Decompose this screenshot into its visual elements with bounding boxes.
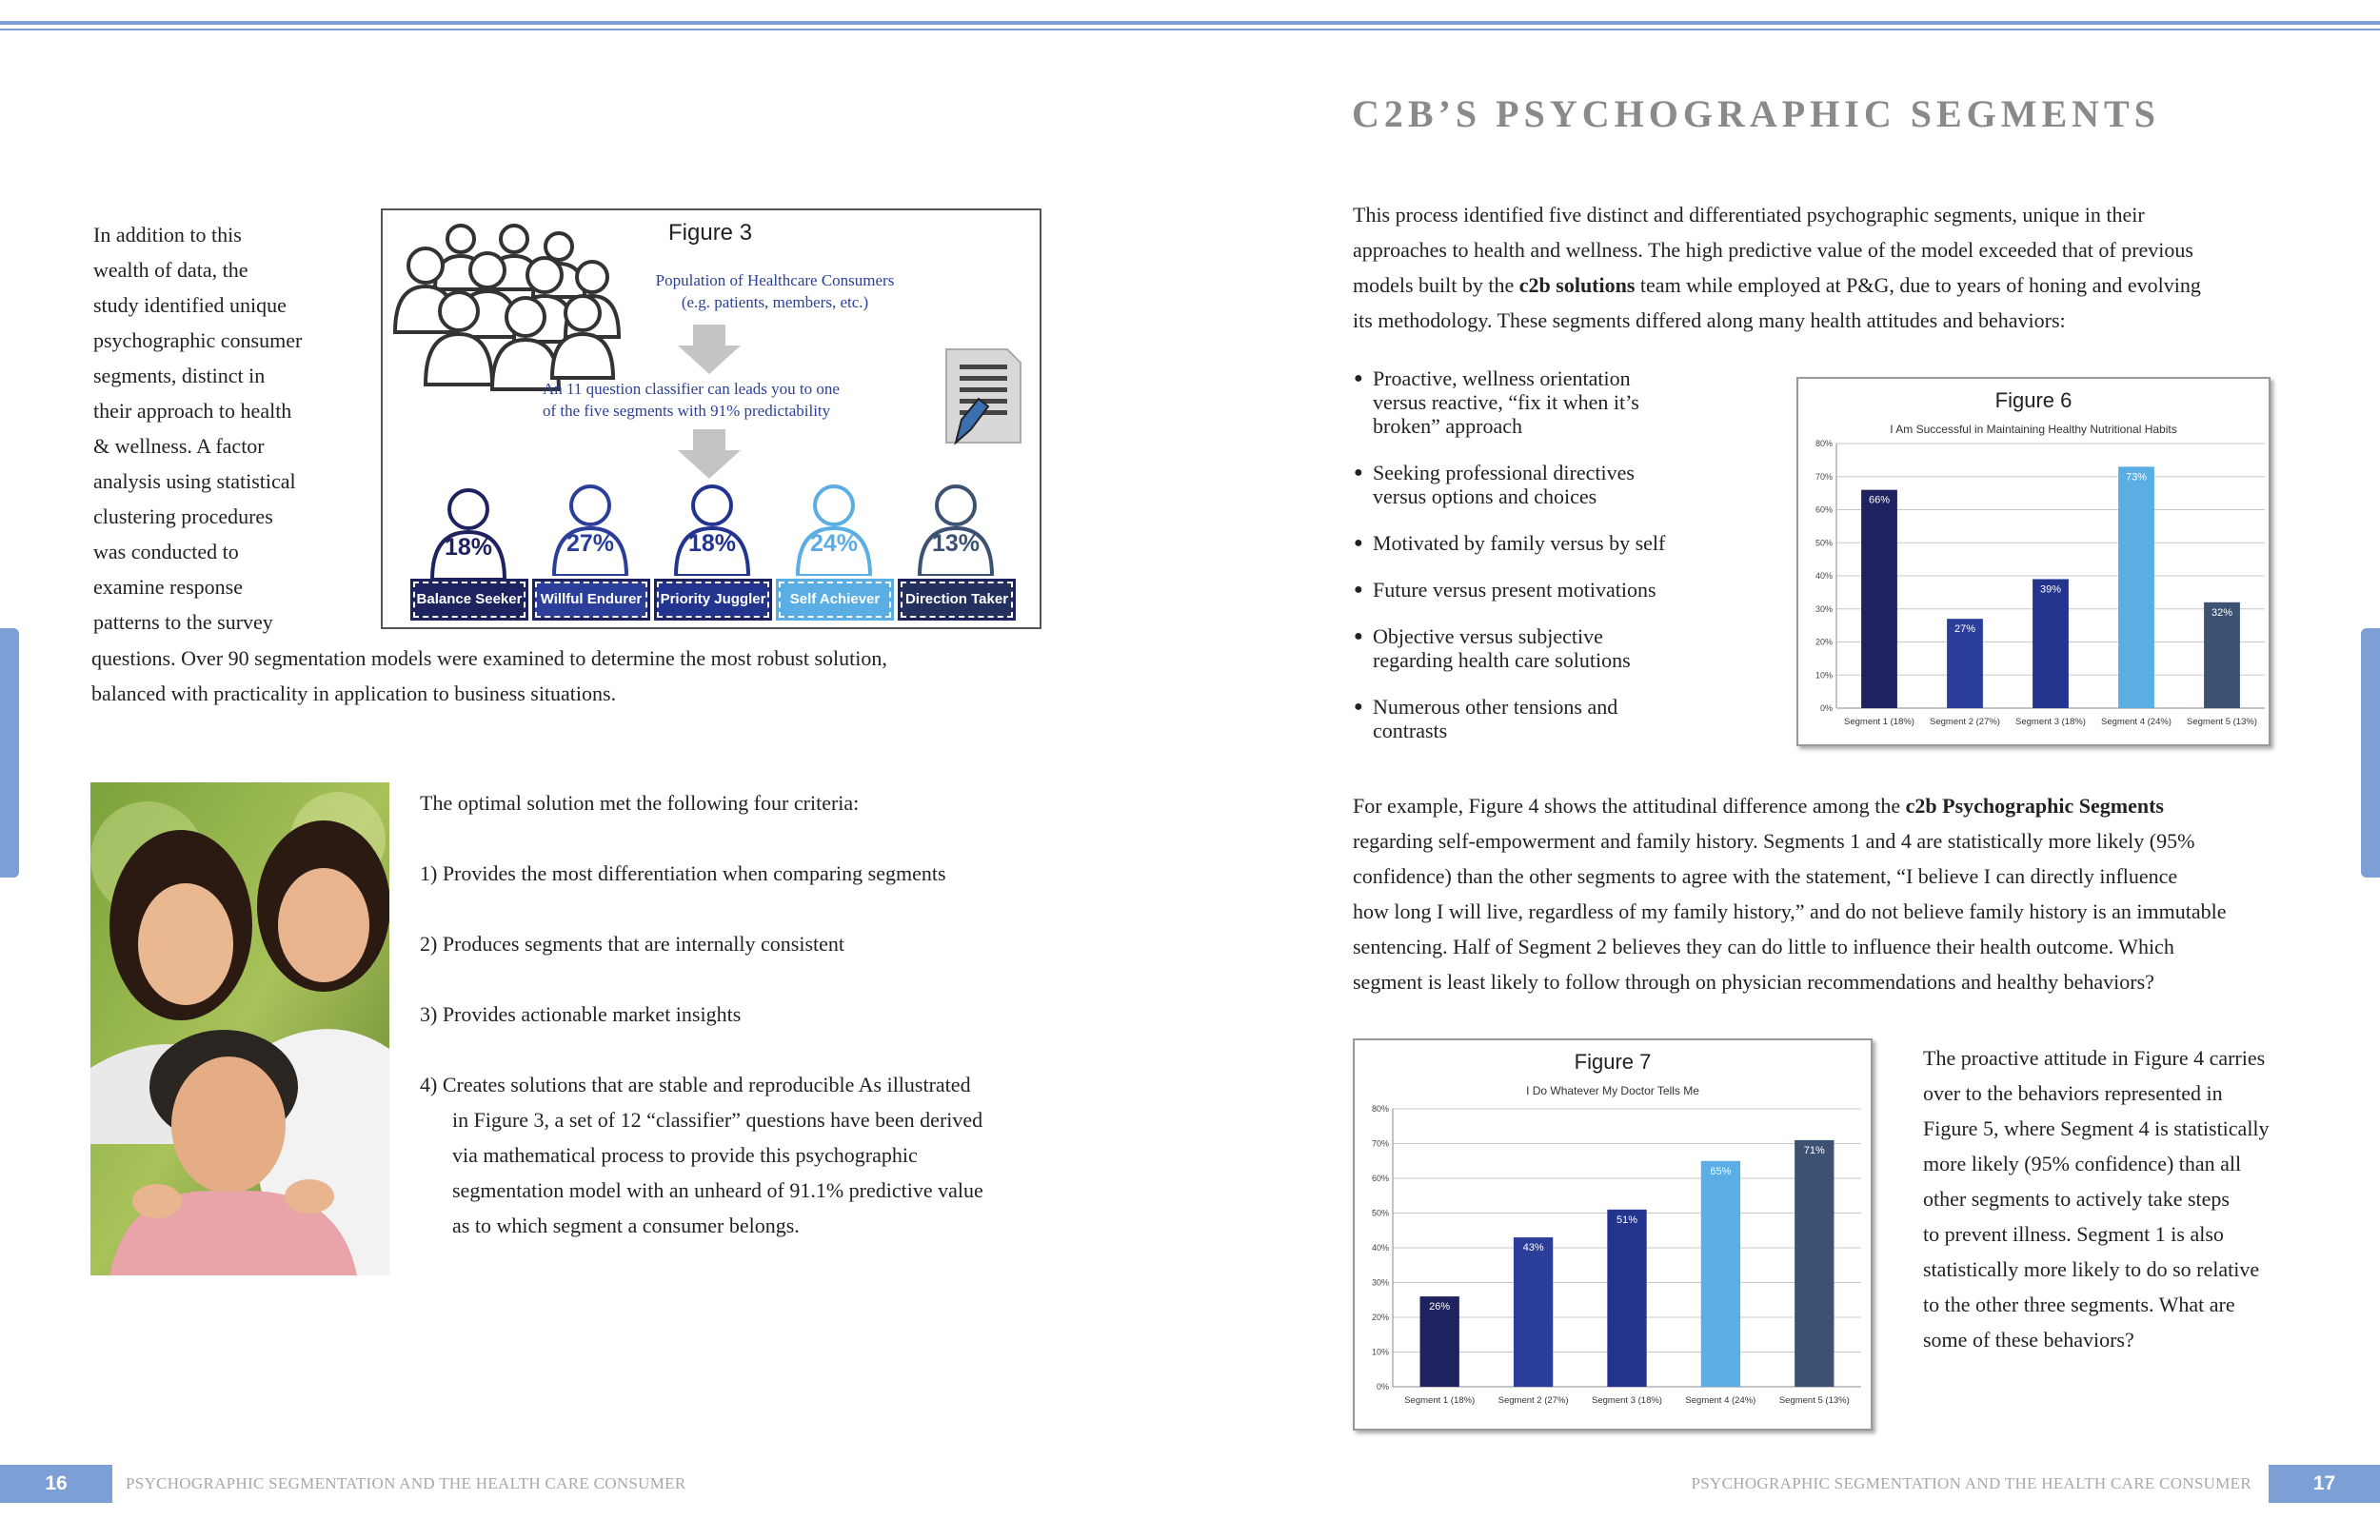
x-tick-label: Segment 4 (24%) [2101,717,2172,727]
survey-document-icon [941,344,1026,453]
criteria-line: as to which segment a consumer belongs. [452,1214,800,1237]
intro-cont-line: balanced with practicality in application to business situations. [91,681,617,705]
page-number-left: 16 [45,1472,68,1494]
bar-value-label: 39% [2039,583,2062,596]
bar [1861,490,1897,708]
criteria-line: segmentation model with an unheard of 91.1% predictive value [452,1178,983,1202]
bar [1795,1140,1834,1387]
bullet-item [1354,366,1706,438]
y-tick-label: 40% [1371,1243,1389,1253]
segment-percent: 24% [809,530,859,557]
bar-value-label: 71% [1803,1144,1825,1156]
para-line: regarding self-empowerment and family history. Segments 1 and 4 are statistically more likely (95% [1353,829,2195,853]
criteria-item-4 [420,1067,1067,1243]
top-rule-thin [0,29,2380,30]
bar-value-label: 27% [1954,623,1976,636]
population-people-icon [392,218,630,399]
bar [2033,579,2069,708]
segment-badge: Priority Juggler [657,582,769,618]
criteria-item: 1) Provides the most differentiation when comparing segments [420,861,946,885]
y-tick-label: 30% [1371,1277,1389,1288]
x-tick-label: Segment 3 (18%) [1592,1395,1662,1406]
y-tick-label: 40% [1815,571,1833,581]
bar [1701,1161,1740,1387]
person-icon [777,481,891,576]
segment-figure [777,481,891,614]
figure-3 [381,208,1041,629]
segment-figure [411,484,526,618]
y-tick-label: 0% [1819,703,1833,713]
footer-page-tab-left [0,1465,112,1503]
para-line: to prevent illness. Segment 1 is also [1923,1222,2224,1246]
person-icon [533,481,647,576]
bullet-line: broken” approach [1373,414,1522,438]
bar-value-label: 65% [1710,1165,1732,1177]
bar [2118,466,2154,708]
para-line: how long I will live, regardless of my family history,” and do not believe family history is an immutable [1353,899,2227,923]
segment-percent: 27% [565,530,615,557]
para-line: over to the behaviors represented in [1923,1081,2223,1105]
down-arrow-icon [676,325,743,376]
segment-badge: Self Achiever [779,582,891,618]
intro-line: segments, distinct in [93,364,266,387]
y-tick-label: 80% [1371,1104,1389,1114]
bullet-line: ● Proactive, wellness orientation [1373,366,1631,390]
criteria-intro: The optimal solution met the following four criteria: [420,791,860,815]
population-line: Population of Healthcare Consumers [655,271,895,289]
bar-value-label: 32% [2211,606,2233,619]
y-tick-label: 10% [1815,670,1833,681]
chart-plot [1798,436,2269,742]
classifier-caption [543,378,923,422]
chart-plot [1355,1099,1871,1427]
population-line: (e.g. patients, members, etc.) [681,293,869,311]
segment-figure [533,481,647,614]
x-tick-label: Segment 2 (27%) [1930,717,2000,727]
bar-value-label: 66% [1868,494,1891,506]
para-line [1353,788,2343,823]
person-icon [899,481,1013,576]
para-fragment: For example, Figure 4 shows the attitudinal difference among the [1353,794,1906,818]
para-line: This process identified five distinct and differentiated psychographic segments, unique in their [1353,203,2145,227]
segment-percent: 13% [931,530,981,557]
bullet-line: regarding health care solutions [1373,648,1631,672]
para-line: approaches to health and wellness. The high predictive value of the model exceeded that of previous [1353,238,2193,262]
y-tick-label: 60% [1371,1174,1389,1183]
y-tick-label: 60% [1815,504,1833,515]
bullet-line: versus reactive, “fix it when it’s [1373,390,1639,414]
para-line: more likely (95% confidence) than all [1923,1152,2242,1175]
classifier-line: of the five segments with 91% predictability [543,402,831,420]
running-title-left: PSYCHOGRAPHIC SEGMENTATION AND THE HEALTH CARE CONSUMER [126,1474,686,1492]
segment-percent: 18% [444,534,493,561]
chart-title: I Do Whatever My Doctor Tells Me [1526,1084,1699,1097]
bullet-item [1354,624,1706,672]
x-tick-label: Segment 5 (13%) [1778,1395,1850,1406]
segment-badge: Balance Seeker [413,582,526,618]
footer-page-tab-right [2269,1465,2380,1503]
x-tick-label: Segment 4 (24%) [1685,1395,1756,1406]
criteria-line: via mathematical process to provide this psychographic [452,1143,918,1167]
intro-line: & wellness. A factor [93,434,265,458]
figure-3-title: Figure 3 [668,220,753,246]
figure-7-chart [1353,1038,1873,1431]
person-icon [411,484,526,580]
bold-term: c2b Psychographic Segments [1905,794,2164,818]
bullet-line: versus options and choices [1373,484,1597,508]
bullet-item [1354,531,1706,555]
intro-line: study identified unique [93,293,287,317]
segment-badge: Willful Endurer [535,582,647,618]
intro-line: clustering procedures [93,504,273,528]
para-line: its methodology. These segments differed along many health attitudes and behaviors: [1353,308,2066,332]
classifier-line: An 11 question classifier can leads you to one [543,380,840,398]
page-number-right: 17 [2312,1472,2336,1494]
intro-line: patterns to the survey [93,610,273,634]
y-tick-label: 70% [1815,471,1833,482]
figure-6-chart [1796,377,2271,746]
bar [1607,1210,1646,1387]
example-paragraph [1353,788,2343,999]
intro-line: psychographic consumer [93,328,303,352]
tension-bullets [1354,366,1706,765]
segment-figure [899,481,1013,614]
para-line: The proactive attitude in Figure 4 carries [1923,1046,2266,1070]
para-line: other segments to actively take steps [1923,1187,2230,1211]
bar-value-label: 73% [2125,471,2148,484]
population-caption [632,269,918,313]
x-tick-label: Segment 1 (18%) [1844,717,1914,727]
para-fragment: models built by the [1353,273,1519,297]
para-line: segment is least likely to follow through on physician recommendations and healthy behaviors? [1353,970,2154,994]
chart-figure-label: Figure 6 [1994,388,2073,412]
x-tick-label: Segment 2 (27%) [1497,1395,1569,1406]
left-edge-tab [0,628,19,878]
criteria-line: in Figure 3, a set of 12 “classifier” questions have been derived [452,1108,983,1132]
segment-badge: Direction Taker [901,582,1013,618]
criteria-item: 2) Produces segments that are internally consistent [420,932,844,956]
para-line: sentencing. Half of Segment 2 believes they can do little to influence their health outcome. Which [1353,935,2174,958]
para-line [1353,267,2324,303]
para-line: Figure 5, where Segment 4 is statistically [1923,1116,2270,1140]
down-arrow-icon [676,429,743,481]
y-tick-label: 70% [1371,1138,1389,1149]
para-line: to the other three segments. What are [1923,1293,2235,1316]
para-line: confidence) than the other segments to agree with the statement, “I believe I can directly influence [1353,864,2178,888]
bullet-item [1354,461,1706,508]
segment-figure [655,481,769,614]
bullet-line: contrasts [1373,719,1448,742]
bullet-item [1354,695,1706,742]
bar-value-label: 26% [1429,1301,1451,1313]
bullet-line: ● Numerous other tensions and [1373,695,1618,719]
person-icon [655,481,769,576]
y-tick-label: 50% [1815,538,1833,548]
y-tick-label: 20% [1371,1313,1389,1322]
intro-continuation [91,641,1043,711]
y-tick-label: 80% [1815,439,1833,448]
criteria-item: 3) Provides actionable market insights [420,1002,742,1026]
bullet-item [1354,578,1706,602]
chart-figure-label: Figure 7 [1574,1050,1652,1074]
bullet-line: ● Objective versus subjective [1373,624,1603,648]
x-tick-label: Segment 5 (13%) [2187,717,2257,727]
bar-value-label: 51% [1616,1214,1638,1226]
para-line: some of these behaviors? [1923,1328,2134,1352]
intro-paragraph [93,217,379,640]
y-tick-label: 20% [1815,637,1833,647]
segment-percent: 18% [687,530,737,557]
bar [1514,1237,1553,1387]
bullet-line: ● Future versus present motivations [1373,578,1656,602]
intro-line: analysis using statistical [93,469,296,493]
running-title-right: PSYCHOGRAPHIC SEGMENTATION AND THE HEALTH CARE CONSUMER [1691,1474,2251,1492]
intro-line: examine response [93,575,243,599]
para-line: statistically more likely to do so relative [1923,1257,2260,1281]
page-title: C2B’S PSYCHOGRAPHIC SEGMENTS [1352,92,2160,135]
top-rule [0,21,2380,25]
behavior-paragraph [1923,1040,2342,1357]
y-tick-label: 0% [1376,1382,1389,1392]
para-fragment: team while employed at P&G, due to years of honing and evolving [1635,273,2201,297]
bar-value-label: 43% [1522,1242,1544,1254]
intro-line: was conducted to [93,540,239,563]
x-tick-label: Segment 1 (18%) [1404,1395,1476,1406]
criteria-line: 4) Creates solutions that are stable and reproducible As illustrated [420,1073,971,1096]
intro-line: In addition to this [93,223,242,247]
intro-cont-line: questions. Over 90 segmentation models were examined to determine the most robust solution, [91,646,887,670]
y-tick-label: 10% [1371,1347,1389,1357]
chart-title: I Am Successful in Maintaining Healthy Nutritional Habits [1890,423,2177,436]
family-photo [90,782,389,1275]
brand-name: c2b solutions [1518,273,1636,297]
y-tick-label: 30% [1815,603,1833,614]
x-tick-label: Segment 3 (18%) [2015,717,2086,727]
intro-line: their approach to health [93,399,292,423]
segments-paragraph [1353,197,2324,338]
y-tick-label: 50% [1371,1208,1389,1218]
intro-line: wealth of data, the [93,258,248,282]
bullet-line: ● Seeking professional directives [1373,461,1635,484]
right-edge-tab [2361,628,2380,878]
bullet-line: ● Motivated by family versus by self [1373,531,1666,555]
